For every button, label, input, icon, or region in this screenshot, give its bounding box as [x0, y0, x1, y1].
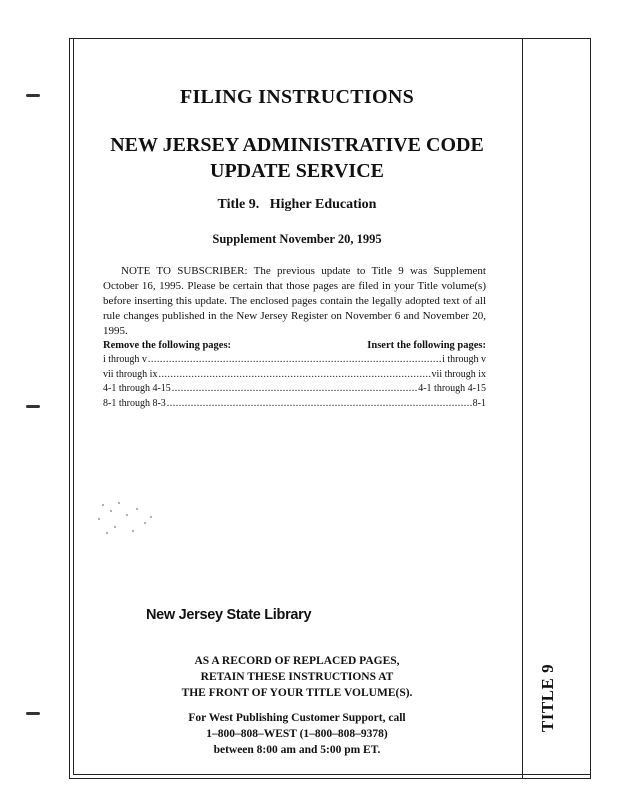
document-title: FILING INSTRUCTIONS	[179, 86, 415, 108]
binder-hole-mark	[26, 94, 40, 97]
title-subject: Title 9. Higher Education	[217, 197, 377, 212]
pages-table-header	[103, 340, 486, 351]
table-row	[103, 354, 486, 369]
support-phone: 1–800–808–WEST (1–800–808–9378)	[206, 728, 388, 740]
remove-pages-header: Remove the following pages:	[103, 340, 232, 351]
code-title-line1: NEW JERSEY ADMINISTRATIVE CODE	[110, 134, 484, 156]
leader-dots	[148, 354, 441, 365]
table-row	[103, 398, 486, 413]
insert-pages: 8-1	[472, 397, 486, 409]
library-stamp: New Jersey State Library	[146, 607, 312, 623]
insert-pages: 4-1 through 4-15	[418, 383, 486, 394]
record-instructions	[74, 653, 520, 701]
subscriber-note: NOTE TO SUBSCRIBER: The previous update to Title 9 was Supplement October 16, 1995. Please be certain that those pages are filed in your Title volume(s) before inserting this update. The enclosed pages contain the legally adopted text of all rule changes published in the New Jersey Register on November 6 and November 20, 1995.	[103, 265, 486, 337]
remove-pages: vii through ix	[103, 368, 158, 380]
remove-pages: 4-1 through 4-15	[103, 383, 171, 394]
leader-dots	[158, 369, 430, 380]
support-hours: between 8:00 am and 5:00 pm ET.	[213, 744, 381, 756]
customer-support	[74, 710, 520, 758]
record-line2: RETAIN THESE INSTRUCTIONS AT	[200, 671, 394, 683]
leader-dots	[167, 398, 472, 409]
table-row	[103, 383, 486, 398]
supplement-date: Supplement November 20, 1995	[212, 232, 382, 246]
title-tab-label: TITLE 9	[538, 663, 558, 733]
title-tab	[533, 663, 563, 733]
binder-hole-mark	[26, 405, 40, 408]
page-frame-inner-bottom-rule	[73, 774, 591, 775]
tab-divider	[522, 38, 523, 779]
remove-pages: i through v	[103, 354, 147, 365]
insert-pages-header: Insert the following pages:	[367, 340, 486, 351]
code-title-line2: UPDATE SERVICE	[210, 160, 384, 182]
insert-pages: i through v	[442, 354, 486, 365]
insert-pages: vii through ix	[431, 368, 486, 380]
code-title	[74, 132, 520, 184]
table-row	[103, 369, 486, 384]
record-line3: THE FRONT OF YOUR TITLE VOLUME(S).	[181, 687, 413, 699]
record-line1: AS A RECORD OF REPLACED PAGES,	[194, 655, 400, 667]
pages-table	[103, 354, 486, 412]
support-line1: For West Publishing Customer Support, call	[188, 712, 406, 724]
leader-dots	[172, 383, 417, 394]
remove-pages: 8-1 through 8-3	[103, 397, 166, 409]
binder-hole-mark	[26, 712, 40, 715]
